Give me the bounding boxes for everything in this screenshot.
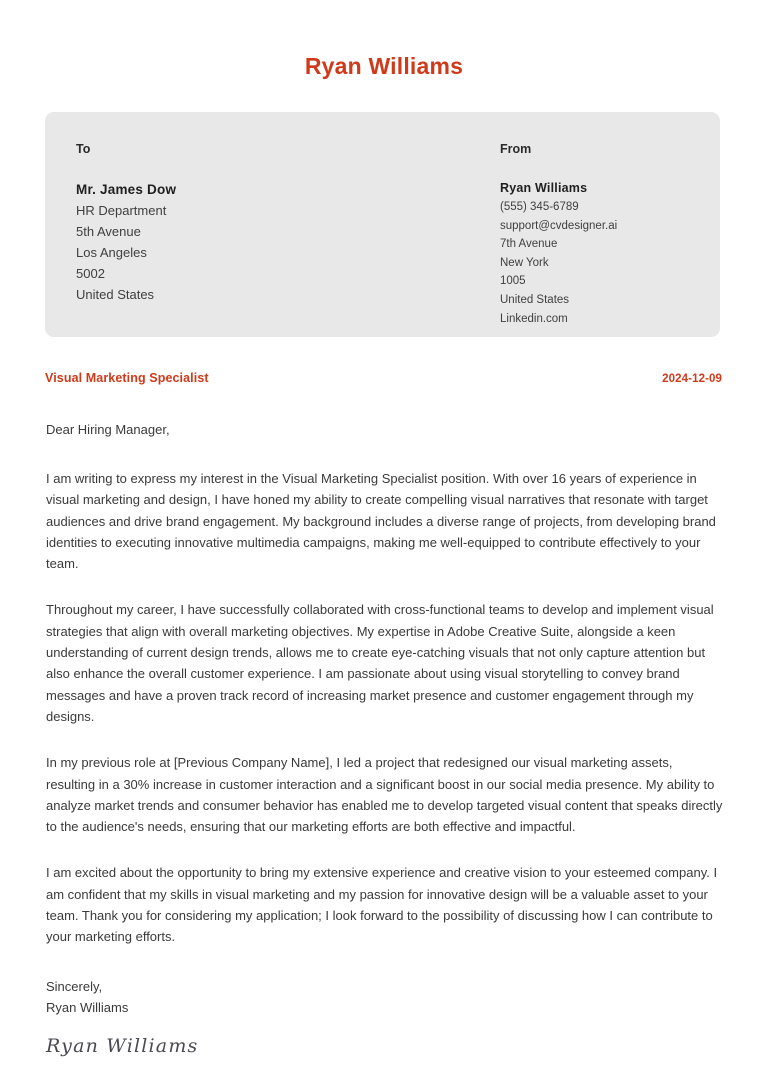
- address-to-line: 5th Avenue: [76, 224, 141, 239]
- address-block-to: [76, 142, 176, 305]
- closing-word: Sincerely,: [46, 978, 103, 994]
- letter-closing: [46, 976, 723, 1018]
- address-block-from: [500, 142, 617, 328]
- address-from-line: United States: [500, 293, 570, 306]
- address-from-email: support@cvdesigner.ai: [500, 219, 618, 232]
- address-from-line: New York: [500, 256, 549, 269]
- letter-paragraph: I am excited about the opportunity to bring my extensive experience and creative vision to your esteemed company. I am confident that my skills in visual marketing and my passion for innovative design will be a valuable asset to your team. Thank you for considering my application; I look forward to the possibility of discussing how I can contribute to your marketing efforts.: [46, 865, 718, 945]
- address-from-phone: (555) 345-6789: [500, 201, 579, 213]
- signature: Ryan Williams: [46, 1034, 199, 1057]
- closing-name: Ryan Williams: [46, 999, 129, 1015]
- address-to-line: United States: [76, 287, 155, 302]
- subject-row: [45, 371, 722, 385]
- page-title: Ryan Williams: [304, 53, 464, 79]
- address-to-heading: To: [76, 142, 91, 156]
- address-to-line: 5002: [76, 266, 105, 281]
- address-to-name: Mr. James Dow: [76, 182, 177, 197]
- address-to-line: HR Department: [76, 203, 167, 218]
- letter-paragraph: I am writing to express my interest in the Visual Marketing Specialist position. With over 16 years of experience in visual marketing and design, I have honed my ability to create compelling visual narratives that resonate with target audiences and drive brand engagement. My background includes a diverse range of projects, from developing brand identities to executing innovative multimedia campaigns, making me well-equipped to contribute effectively to your team.: [46, 471, 716, 572]
- address-to-line: Los Angeles: [76, 245, 147, 260]
- letter-paragraph: Throughout my career, I have successfully collaborated with cross-functional teams to develop and implement visual strategies that align with overall marketing objectives. My expertise in Adobe Creative Suite, alongside a keen understanding of current design trends, allows me to create eye-catching visuals that not only capture attention but also enhance the overall customer experience. I am passionate about using visual storytelling to convey brand messages and have a proven track record of increasing market presence and customer engagement through my designs.: [46, 602, 714, 724]
- letter-date: 2024-12-09: [662, 373, 722, 385]
- job-title: Visual Marketing Specialist: [45, 371, 209, 385]
- address-from-name: Ryan Williams: [500, 181, 588, 195]
- address-from-website: Linkedin.com: [500, 312, 568, 325]
- letter-body: [46, 419, 723, 1058]
- address-from-heading: From: [500, 142, 532, 156]
- address-from-line: 7th Avenue: [500, 238, 558, 251]
- address-card: [45, 112, 720, 337]
- address-from-line: 1005: [500, 275, 526, 288]
- salutation: Dear Hiring Manager,: [46, 422, 170, 437]
- letter-paragraph: In my previous role at [Previous Company Name], I led a project that redesigned our visual marketing assets, resulting in a 30% increase in customer interaction and a significant boost in our social media presence. My ability to analyze market trends and consumer behavior has enabled me to develop targeted visual content that speaks directly to the audience's needs, ensuring that our marketing efforts are both effective and impactful.: [46, 755, 723, 835]
